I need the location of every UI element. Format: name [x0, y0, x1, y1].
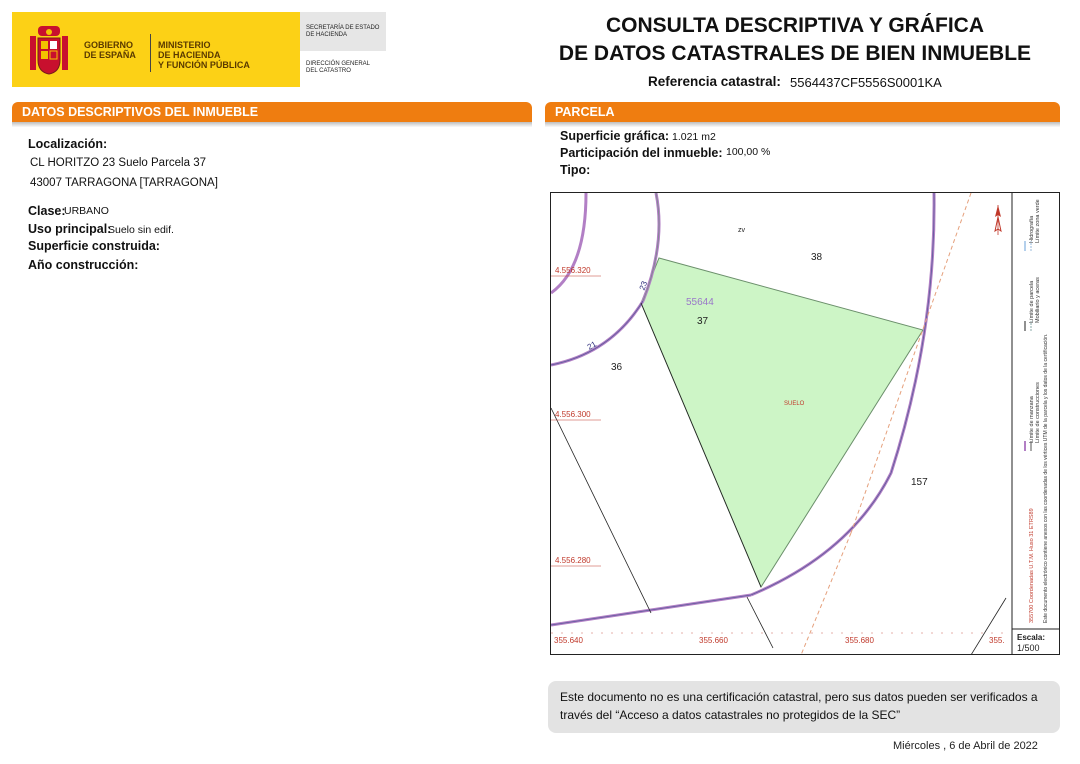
x-tick-3: 355.680	[845, 636, 874, 645]
y-tick-3: 4.556.280	[555, 556, 591, 565]
neighbor-157-label: 157	[911, 477, 928, 488]
page-title-line1: CONSULTA DESCRIPTIVA Y GRÁFICA	[605, 14, 985, 37]
tipo-label: Tipo:	[560, 163, 591, 177]
parcel-polygon[interactable]	[641, 258, 923, 587]
parcel-limit-line	[551, 408, 651, 613]
anio-construccion-label: Año construcción:	[28, 258, 139, 272]
neighbor-36-label: 36	[611, 362, 623, 373]
superficie-construida-label: Superficie construida:	[28, 239, 160, 253]
secretaria-text: SECRETARÍA DE ESTADO DE HACIENDA	[306, 25, 380, 38]
legend-hidrografia: Hidrografía	[1029, 215, 1035, 243]
page-title-line2: DE DATOS CATASTRALES DE BIEN INMUEBLE	[558, 42, 1032, 65]
ref-value: 5564437CF5556S0001KA	[790, 75, 942, 90]
verification-notice: Este documento no es una certificación catastral, pero sus datos pueden ser verificados a través del “Acceso a datos catastrales no protegidos de la SEC”	[548, 681, 1060, 733]
document-date: Miércoles , 6 de Abril de 2022	[893, 740, 1038, 752]
legend-construcciones: Límite de construcciones	[1035, 382, 1041, 443]
datos-section-header: DATOS DESCRIPTIVOS DEL INMUEBLE	[12, 102, 532, 122]
logo-divider	[150, 34, 151, 72]
y-tick-2: 4.556.300	[555, 410, 591, 419]
clase-value: URBANO	[64, 205, 109, 217]
zone-label: zv	[738, 227, 745, 234]
parcela-section-header: PARCELA	[545, 102, 1060, 122]
y-tick-1: 4.556.320	[555, 266, 591, 275]
clase-label: Clase:	[28, 204, 66, 218]
participacion-label: Participación del inmueble:	[560, 146, 723, 160]
participacion-value: 100,00 %	[726, 146, 771, 158]
manzana-boundary-arc-mid	[551, 301, 643, 365]
parcela-section-shadow	[545, 122, 1060, 127]
sup-grafica-value: 1.021 m2	[672, 131, 716, 143]
cadastral-map[interactable]	[550, 192, 1060, 655]
address-line1: CL HORITZO 23 Suelo Parcela 37	[30, 157, 206, 169]
x-tick-1: 355.640	[554, 636, 583, 645]
sup-grafica-label: Superficie gráfica:	[560, 129, 670, 143]
x-tick-2: 355.660	[699, 636, 728, 645]
neighbor-38-label: 38	[811, 252, 823, 263]
legend-note: Este documento electrónico contiene anexos con las coordenadas de los vértices UTM de la parcela y los datos de la certificación.	[1043, 333, 1049, 623]
ref-label: Referencia catastral:	[648, 74, 781, 89]
legend-manzana: Límite de manzana	[1029, 396, 1035, 443]
scale-value: 1/500	[1017, 643, 1040, 653]
gobierno-text: GOBIERNO DE ESPAÑA	[84, 40, 136, 60]
coat-of-arms-icon	[24, 22, 74, 80]
datos-section-shadow	[12, 122, 532, 127]
address-line2: 43007 TARRAGONA [TARRAGONA]	[30, 177, 218, 189]
scale-label: Escala:	[1017, 633, 1046, 642]
legend-coords: 355700 Coordenadas U.T.M. Huso 31 ETRS89	[1029, 508, 1035, 623]
direccion-text: DIRECCIÓN GENERAL DEL CATASTRO	[306, 61, 371, 74]
localizacion-label: Localización:	[28, 137, 108, 151]
uso-value: Suelo sin edif.	[108, 224, 174, 236]
x-tick-4: 355.	[989, 636, 1005, 645]
manzana-boundary-arc-top	[551, 193, 586, 293]
uso-label: Uso principal:	[28, 222, 112, 236]
legend-zona-verde: Límite zona verde	[1035, 199, 1041, 243]
north-arrow-icon	[995, 205, 1001, 235]
parcel-limit-line-3	[747, 597, 773, 648]
street-number-23: 23	[637, 279, 650, 292]
street-number-21: 21	[585, 339, 598, 352]
legend-parcela: Límite de parcela	[1029, 280, 1035, 323]
parcel-number-label: 37	[697, 316, 709, 327]
map-canvas	[551, 193, 1060, 655]
parcel-ref-label: 55644	[686, 297, 714, 308]
ministerio-text: MINISTERIO DE HACIENDA Y FUNCIÓN PÚBLICA	[158, 40, 250, 70]
parcel-use-label: SUELO	[784, 401, 805, 407]
legend-mobiliario: Mobiliario y aceras	[1035, 277, 1041, 323]
parcel-limit-line-4	[971, 598, 1006, 655]
